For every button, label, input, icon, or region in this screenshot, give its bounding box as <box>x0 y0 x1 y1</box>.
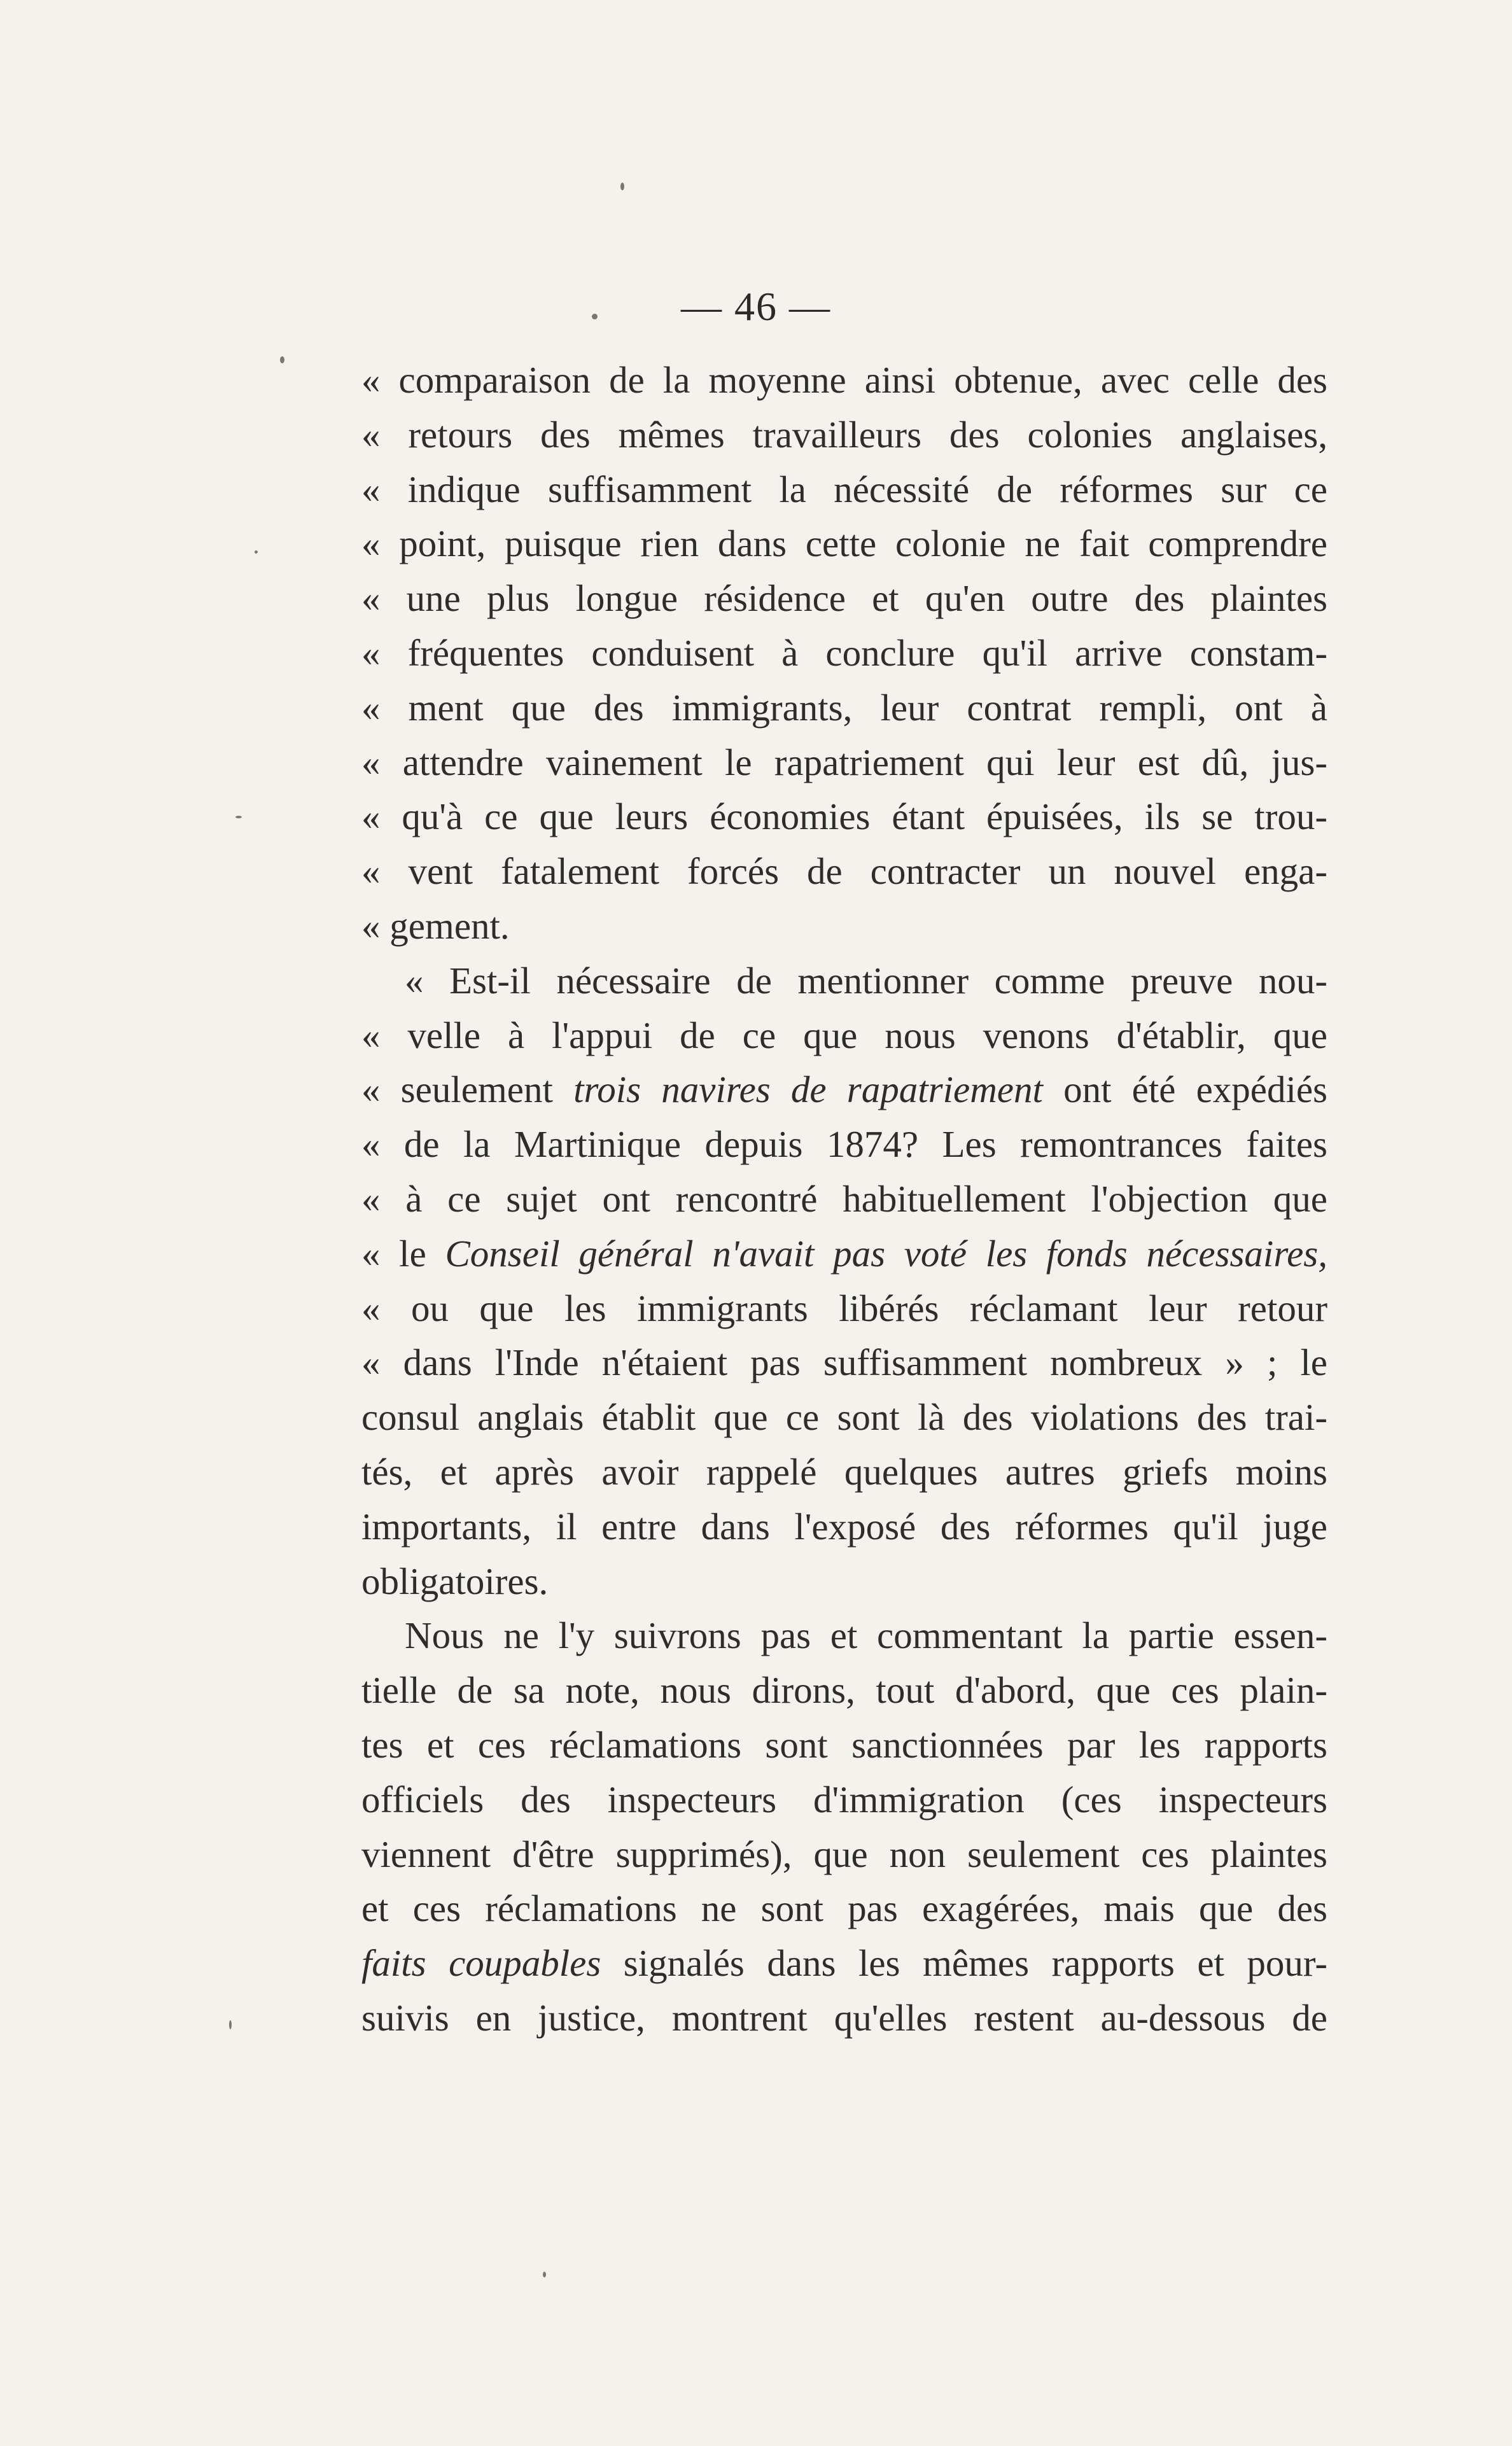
text-line: « point, puisque rien dans cette colonie ne fait comprendre <box>361 522 1327 565</box>
body-text <box>361 353 1327 2046</box>
text-line: « ment que des immigrants, leur contrat rempli, ont à <box>361 686 1327 729</box>
text-line: « ou que les immigrants libérés réclamant leur retour <box>361 1287 1327 1329</box>
text-line: « gement. <box>361 904 510 947</box>
page-number: — 46 — <box>681 284 831 329</box>
italic-text-segment: trois navires de rapatriement <box>573 1068 1043 1111</box>
text-line: « fréquentes conduisent à conclure qu'il arrive constam- <box>361 631 1327 674</box>
text-line <box>361 1063 1327 1117</box>
text-segment: ont été expédiés <box>1042 1068 1327 1111</box>
print-speck <box>235 816 242 818</box>
text-segment: « seulement <box>361 1068 574 1111</box>
text-line: « comparaison de la moyenne ainsi obtenue, avec celle des <box>361 359 1327 401</box>
text-line: « attendre vainement le rapatriement qui leur est dû, jus- <box>361 741 1327 783</box>
text-segment: « le <box>361 1232 445 1275</box>
text-line <box>361 1936 1327 1991</box>
text-line: « velle à l'appui de ce que nous venons d'établir, que <box>361 1014 1327 1056</box>
text-line: officiels des inspecteurs d'immigration (ces inspecteurs <box>361 1778 1327 1821</box>
text-line: « de la Martinique depuis 1874? Les remontrances faites <box>361 1123 1327 1166</box>
text-line: « Est-il nécessaire de mentionner comme preuve nou- <box>405 959 1327 1002</box>
text-line: et ces réclamations ne sont pas exagérées, mais que des <box>361 1887 1327 1930</box>
print-speck <box>229 2020 232 2029</box>
text-line: « dans l'Inde n'étaient pas suffisamment nombreux » ; le <box>361 1341 1327 1384</box>
text-line: « qu'à ce que leurs économies étant épuisées, ils se trou- <box>361 795 1327 838</box>
text-line <box>361 1227 1327 1282</box>
print-speck <box>592 314 598 319</box>
text-segment: signalés dans les mêmes rapports et pour- <box>601 1942 1327 1985</box>
text-line: viennent d'être supprimés), que non seulement ces plaintes <box>361 1833 1327 1875</box>
italic-text-segment: faits coupables <box>361 1942 601 1985</box>
print-speck <box>543 2272 546 2277</box>
text-line: suivis en justice, montrent qu'elles restent au-dessous de <box>361 1996 1327 2039</box>
text-line: « retours des mêmes travailleurs des colonies anglaises, <box>361 413 1327 456</box>
text-line: tés, et après avoir rappelé quelques autres griefs moins <box>361 1450 1327 1493</box>
text-line: tielle de sa note, nous dirons, tout d'abord, que ces plain- <box>361 1669 1327 1712</box>
print-speck <box>280 356 284 363</box>
text-line: consul anglais établit que ce sont là des violations des trai- <box>361 1396 1327 1439</box>
text-line: tes et ces réclamations sont sanctionnées par les rapports <box>361 1723 1327 1766</box>
text-line: « à ce sujet ont rencontré habituellement l'objection que <box>361 1177 1327 1220</box>
text-line: « vent fatalement forcés de contracter un nouvel enga- <box>361 850 1327 893</box>
text-line: « une plus longue résidence et qu'en outre des plaintes <box>361 577 1327 620</box>
text-line: obligatoires. <box>361 1560 549 1602</box>
text-line: Nous ne l'y suivrons pas et commentant la partie essen- <box>405 1614 1327 1657</box>
print-speck <box>255 550 258 554</box>
text-line: importants, il entre dans l'exposé des réformes qu'il juge <box>361 1505 1327 1548</box>
print-speck <box>620 183 624 190</box>
text-line: « indique suffisamment la nécessité de réformes sur ce <box>361 468 1327 510</box>
italic-text-segment: Conseil général n'avait pas voté les fonds nécessaires, <box>445 1232 1327 1275</box>
